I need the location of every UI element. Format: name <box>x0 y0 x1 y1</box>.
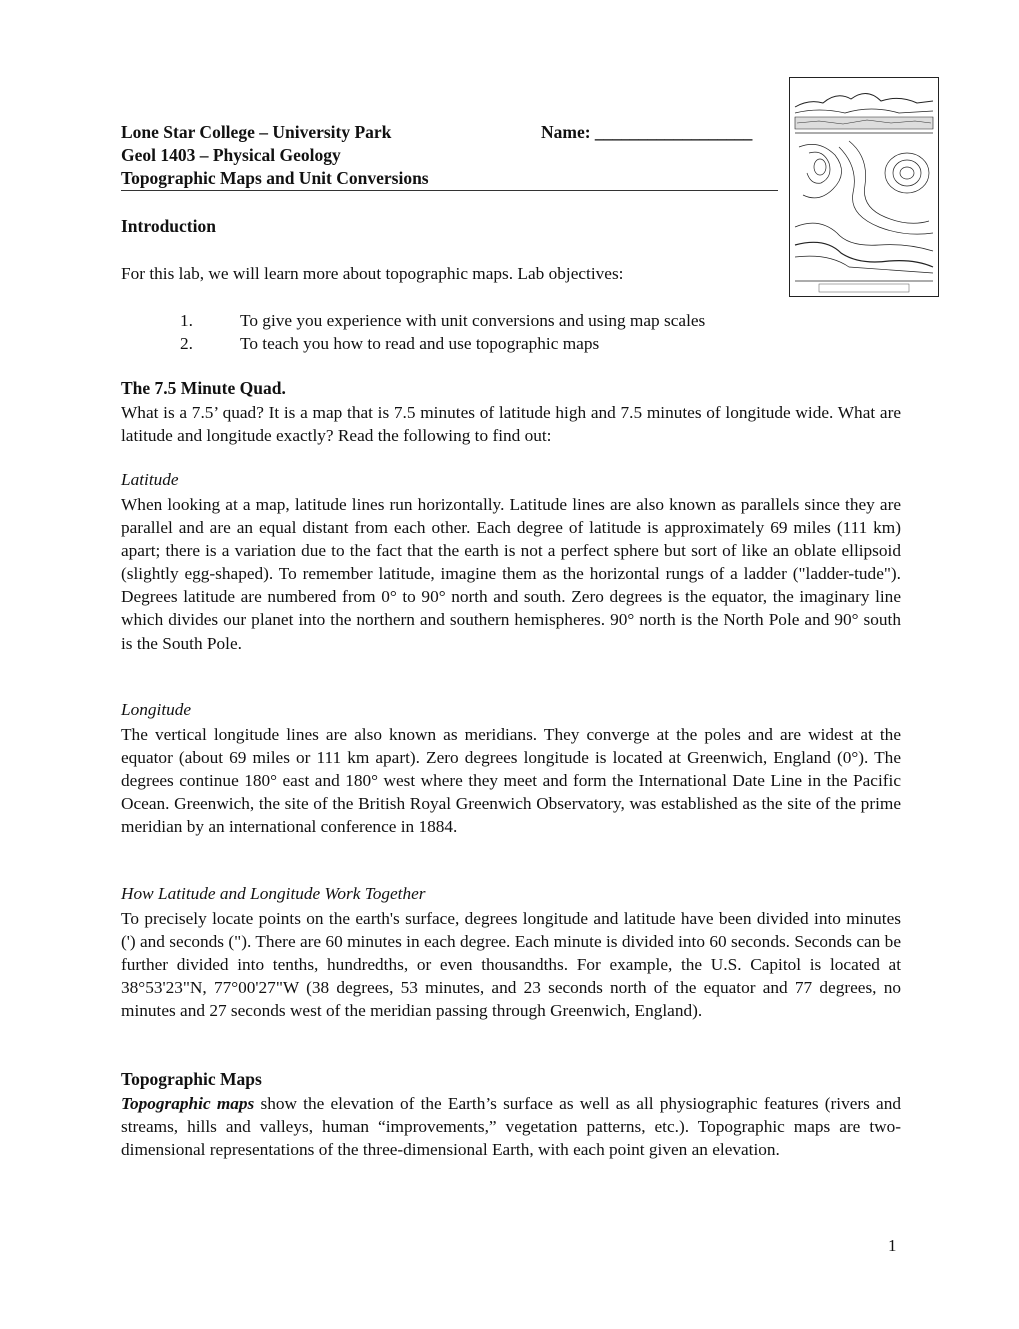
objective-text: To give you experience with unit conversions and using map scales <box>240 311 706 330</box>
latitude-text: When looking at a map, latitude lines run horizontally. Latitude lines are also known as parallels since they are parallel and are an equal distant from each other. Each degree of latitude is approximately 69 miles (111 km) apart; there is a variation due to the fact that the earth is not a perfect sphere but sort of like an oblate ellipsoid (slightly egg-shaped). To remember latitude, imagine them as the horizontal rungs of a ladder ("ladder-tude"). Degrees latitude are numbered from 0° to 90° north and south. Zero degrees is the equator, the imaginary line which divides our planet into the northern and southern hemispheres. 90° north is the North Pole and 90° south is the South Pole. <box>121 495 901 653</box>
introduction-heading: Introduction <box>121 216 216 236</box>
page-number: 1 <box>888 1236 897 1255</box>
topographic-maps-body: show the elevation of the Earth’s surface as well as all physiographic features (rivers and streams, hills and valleys, human “improvements,” vegetation patterns, etc.). Topographic maps are two-dimensional representations of the three-dimensional Earth, with each point given an elevation. <box>121 1094 902 1160</box>
college-name: Lone Star College – University Park <box>121 122 392 142</box>
together-heading: How Latitude and Longitude Work Together <box>121 884 426 903</box>
quad-text: What is a 7.5’ quad? It is a map that is 7.5 minutes of latitude high and 7.5 minutes of longitude wide. What are latitude and longitude exactly? Read the following to find out: <box>121 403 901 446</box>
header-divider <box>121 190 778 191</box>
latitude-heading: Latitude <box>121 470 179 489</box>
introduction-text: For this lab, we will learn more about topographic maps. Lab objectives: <box>121 264 624 283</box>
longitude-text: The vertical longitude lines are also known as meridians. They converge at the poles and are widest at the equator (about 69 miles or 111 km apart). Zero degrees longitude is located at Greenwich, England (0°). The degrees continue 180° east and 180° west where they meet and form the International Date Line in the Pacific Ocean. Greenwich, the site of the British Royal Greenwich Observatory, was established as the site of the prime meridian by an international conference in 1884. <box>121 725 901 837</box>
objective-text: To teach you how to read and use topographic maps <box>240 333 600 353</box>
quad-heading: The 7.5 Minute Quad. <box>121 378 286 398</box>
topographic-maps-text <box>121 1092 901 1161</box>
lab-title: Topographic Maps and Unit Conversions <box>121 168 429 188</box>
topographic-maps-term: Topographic maps <box>121 1094 255 1113</box>
objectives-list <box>180 310 705 355</box>
list-item <box>180 333 705 356</box>
topographic-maps-heading: Topographic Maps <box>121 1069 262 1089</box>
objective-number: 2. <box>180 333 193 353</box>
header-block <box>121 121 777 190</box>
list-item <box>180 310 705 333</box>
together-text: To precisely locate points on the earth's surface, degrees longitude and latitude have been divided into minutes (') and seconds ("). There are 60 minutes in each degree. Each minute is divided into 60 seconds. Seconds can be further divided into tenths, hundredths, or even thousandths. For example, the U.S. Capitol is located at 38°53'23"N, 77°00'27"W (38 degrees, 53 minutes, and 23 seconds north of the equator and 77 degrees, no minutes and 27 seconds west of the meridian passing through Greenwich, England). <box>121 909 901 1021</box>
longitude-heading: Longitude <box>121 700 192 719</box>
name-field-label: Name: __________________ <box>541 122 753 142</box>
objective-number: 1. <box>180 311 193 330</box>
course-title: Geol 1403 – Physical Geology <box>121 145 341 165</box>
